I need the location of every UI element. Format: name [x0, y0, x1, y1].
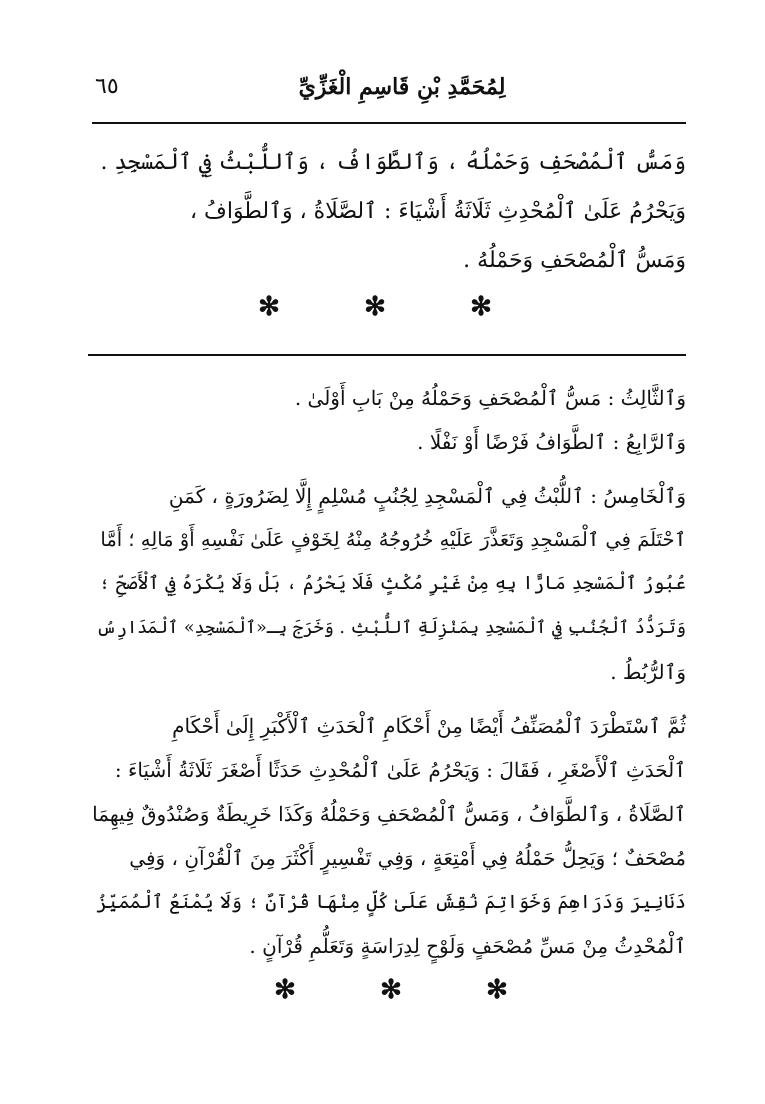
- paragraph-line: وَٱلثَّالِثُ : مَسُّ ٱلْمُصْحَفِ وَحَمْلُهُ مِنْ بَابِ أَوْلَىٰ .: [294, 386, 686, 410]
- paragraph-line: ثُمَّ ٱسْتَطْرَدَ ٱلْمُصَنِّفُ أَيْضًا مِنْ أَحْكَامِ ٱلْحَدَثِ ٱلْأَكْبَرِ إِلَىٰ أَحْكَامِ: [172, 714, 686, 738]
- separator-star: ✻: [274, 975, 296, 1005]
- paragraph-line: ٱلْحَدَثِ ٱلْأَصْغَرِ ، فَقَالَ : وَيَحْرُمُ عَلَىٰ ٱلْمُحْدِثِ حَدَثًا أَصْغَرَ ثَلَاثَةُ أَشْيَاءَ :: [114, 758, 686, 782]
- paragraph-line: عُبُورُ ٱلْمَسْجِدِ مَارًّا بِهِ مِنْ غَيْرِ مُكْثٍ فَلَا يَحْرُمُ ، بَلْ وَلَا يُكْرَهُ فِي ٱلْأَصَحِّ ؛: [99, 573, 686, 594]
- matn-line: وَيَحْرُمُ عَلَىٰ ٱلْمُحْدِثِ ثَلَاثَةُ أَشْيَاءَ : ٱلصَّلَاةُ ، وَٱلطَّوَافُ ،: [189, 199, 686, 224]
- section-rule: [88, 354, 686, 356]
- matn-text-block: [92, 138, 686, 285]
- section-separator: [216, 292, 534, 322]
- matn-line: وَمَسُّ ٱلْمُصْحَفِ وَحَمْلُهُ ، وَٱلطَّوَافُ ، وَٱللُّبْثُ فِي ٱلْمَسْجِدِ .: [100, 150, 686, 175]
- running-header-title: لِمُحَمَّدِ بْنِ قَاسِمِ الْغَزِّيِّ: [298, 74, 506, 100]
- paragraph-line: وَٱلرُّبُطُ .: [610, 660, 686, 684]
- section-separator: [232, 975, 550, 1005]
- separator-star: ✻: [258, 292, 280, 322]
- separator-star: ✻: [486, 975, 508, 1005]
- paragraph-line: ٱحْتَلَمَ فِي ٱلْمَسْجِدِ وَتَعَذَّرَ عَلَيْهِ خُرُوجُهُ مِنْهُ لِخَوْفٍ عَلَىٰ نَفْسِهِ أَوْ مَالِهِ ؛ أَمَّا: [100, 528, 686, 551]
- page-number: ٦٥: [95, 74, 119, 99]
- separator-star: ✻: [364, 292, 386, 322]
- commentary-text-block: [92, 376, 686, 968]
- separator-star: ✻: [380, 975, 402, 1005]
- matn-line: وَمَسُّ ٱلْمُصْحَفِ وَحَمْلُهُ .: [463, 248, 686, 273]
- paragraph-line: ٱلصَّلَاةُ ، وَٱلطَّوَافُ ، وَمَسُّ ٱلْمُصْحَفِ وَحَمْلُهُ وَكَذَا خَرِيطَةٌ وَصُنْدُوقٌ فِيهِمَا: [92, 802, 686, 826]
- paragraph-line: مُصْحَفٌ ؛ وَيَحِلُّ حَمْلُهُ فِي أَمْتِعَةٍ ، وَفِي تَفْسِيرٍ أَكْثَرَ مِنَ ٱلْقُرْآنِ ، وَفِي: [129, 846, 686, 870]
- paragraph-minor-impurity: [92, 704, 686, 968]
- paragraph-line: وَٱلْخَامِسُ : ٱللُّبْثُ فِي ٱلْمَسْجِدِ لِجُنُبٍ مُسْلِمٍ إِلَّا لِضَرُورَةٍ ، كَمَنِ: [168, 484, 686, 508]
- paragraph-line: دَنَانِيرَ وَدَرَاهِمَ وَخَوَاتِمَ نُقِشَ عَلَىٰ كُلٍّ مِنْهَا قُرْآنٌ ؛ وَلَا يُمْنَعُ ٱلْمُمَيِّزُ: [96, 891, 686, 913]
- paragraph-line: وَٱلرَّابِعُ : ٱلطَّوَافُ فَرْضًا أَوْ نَفْلًا .: [417, 430, 686, 454]
- paragraph-fifth: [92, 474, 686, 694]
- separator-star: ✻: [470, 292, 492, 322]
- paragraph-line: وَتَرَدُّدُ ٱلْجُنُبِ فِي ٱلْمَسْجِدِ بِمَنْزِلَةِ ٱللُّبْثِ . وَخَرَجَ بِـ«ٱلْمَسْجِدِ» ٱلْمَدَارِسُ: [96, 618, 686, 638]
- paragraph-line: ٱلْمُحْدِثُ مِنْ مَسِّ مُصْحَفٍ وَلَوْحٍ لِدِرَاسَةٍ وَتَعَلُّمِ قُرْآنٍ .: [249, 934, 686, 958]
- header-rule: [92, 122, 686, 124]
